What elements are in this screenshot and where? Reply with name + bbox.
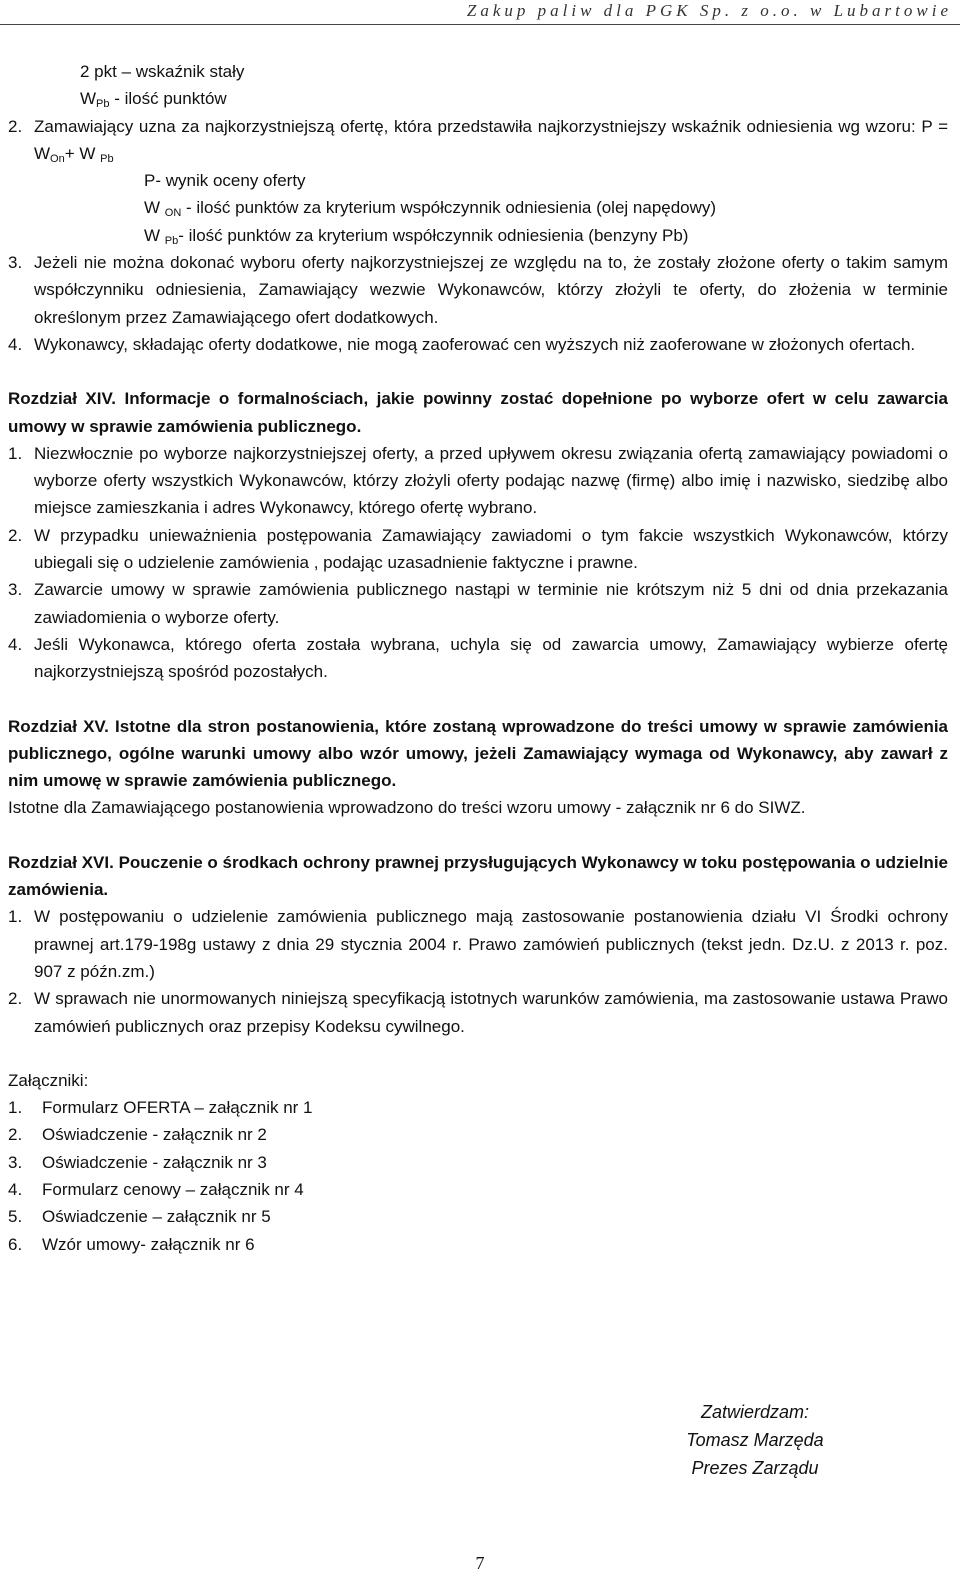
weight-note: 2 pkt – wskaźnik stały [80, 62, 245, 81]
formula-def-won: W $_{ON}$ - ilość punktów za kryterium współczynnik odniesienia (olej napędowy) [144, 198, 717, 220]
wpb-definition: $W_{Pb}$ - ilość punktów [80, 89, 227, 111]
attachment-item: 3. Oświadczenie - załącznik nr 3 [8, 1152, 267, 1172]
page-header [0, 0, 960, 25]
attachment-item: 1. Formularz OFERTA – załącznik nr 1 [8, 1098, 313, 1118]
list-item: 3. Jeżeli nie można dokonać wyboru oferty najkorzystniejszej ze względu na to, że zostały złożone oferty o takim samym współczynniku odniesienia, Zamawiający wezwie Wykonawców, którzy złożyli te oferty, do złożenia w terminie określonym przez Zamawiającego ofert dodatkowych. [8, 253, 948, 327]
signature-name: Tomasz Marzęda [686, 1430, 824, 1450]
list-item: 4. Jeśli Wykonawca, którego oferta została wybrana, uchyla się od zawarcia umowy, Zamawiający wybierze ofertę najkorzystniejszą spośród pozostałych. [8, 634, 948, 682]
chapter-heading: Rozdział XVI. Pouczenie o środkach ochrony prawnej przysługujących Wykonawcy w toku postępowania o udzielnie zamówienia. [8, 852, 948, 900]
attachment-item: 2. Oświadczenie - załącznik nr 2 [8, 1125, 267, 1145]
list-item: 1. W postępowaniu o udzielenie zamówienia publicznego mają zastosowanie postanowienia działu VI Środki ochrony prawnej art.179-198g ustawy z dnia 29 stycznia 2004 r. Prawo zamówień publicznych (tekst jedn. Dz.U. z 2013 r. poz. 907 z późn.zm.) [8, 907, 948, 981]
attachment-item: 5. Oświadczenie – załącznik nr 5 [8, 1207, 271, 1227]
paragraph: Istotne dla Zamawiającego postanowienia wprowadzono do treści wzoru umowy - załącznik nr 6 do SIWZ. [8, 798, 806, 818]
chapter-heading: Rozdział XIV. Informacje o formalnościach, jakie powinny zostać dopełnione po wyborze ofert w celu zawarcia umowy w sprawie zamówienia publicznego. [8, 389, 948, 436]
signature-approved: Zatwierdzam: [700, 1402, 810, 1422]
attachments-label: Załączniki: [8, 1070, 89, 1090]
list-item: 3. Zawarcie umowy w sprawie zamówienia publicznego nastąpi w terminie nie krótszym niż 5 dni od dnia przekazania zawiadomienia o wyborze oferty. [8, 580, 948, 627]
attachment-item: 4. Formularz cenowy – załącznik nr 4 [8, 1179, 304, 1199]
formula-def-wpb: W $_{Pb}$- ilość punktów za kryterium współczynnik odniesienia (benzyny Pb) [144, 225, 689, 247]
list-item: 2. W sprawach nie unormowanych niniejszą specyfikacją istotnych warunków zamówienia, ma zastosowanie ustawa Prawo zamówień publicznych oraz przepisy Kodeksu cywilnego. [8, 989, 948, 1036]
list-item: 2. Zamawiający uzna za najkorzystniejszą ofertę, która przedstawiła najkorzystniejszy wskaźnik odniesienia wg wzoru: $P = W_{On}+ W$ $_{Pb}$ [8, 116, 948, 165]
document-body [8, 58, 948, 1258]
list-item: 4. Wykonawcy, składając oferty dodatkowe, nie mogą zaoferować cen wyższych niż zaoferowane w złożonych ofertach. [8, 334, 916, 354]
header-title: Zakup paliw dla PGK Sp. z o.o. w Lubartowie [466, 1, 952, 20]
chapter-heading: Rozdział XV. Istotne dla stron postanowienia, które zostaną wprowadzone do treści umowy w sprawie zamówienia publicznego, ogólne warunki umowy albo wzór umowy, jeżeli Zamawiający wymaga od Wykonawcy, aby zawarł z nim umowę w sprawie zamówienia publicznego. [8, 716, 948, 791]
list-item: 2. W przypadku unieważnienia postępowania Zamawiający zawiadomi o tym fakcie wszystkich Wykonawców, którzy ubiegali się o udzielenie zamówienia , podając uzasadnienie faktyczne i prawne. [8, 525, 948, 573]
signature-title: Prezes Zarządu [691, 1458, 819, 1478]
list-item: 1. Niezwłocznie po wyborze najkorzystniejszej oferty, a przed upływem okresu związania ofertą zamawiający powiadomi o wyborze oferty wszystkich Wykonawców, którzy złożyli oferty podając nazwę (firmę) albo imię i nazwisko, siedzibę albo miejsce zamieszkania i adres Wykonawcy, którego ofertę wybrano. [8, 443, 948, 518]
formula-def-p: P- wynik oceny oferty [144, 171, 306, 191]
page-number: 7 [475, 1553, 485, 1573]
signature-block [640, 1398, 870, 1482]
attachment-item: 6. Wzór umowy- załącznik nr 6 [8, 1234, 255, 1254]
